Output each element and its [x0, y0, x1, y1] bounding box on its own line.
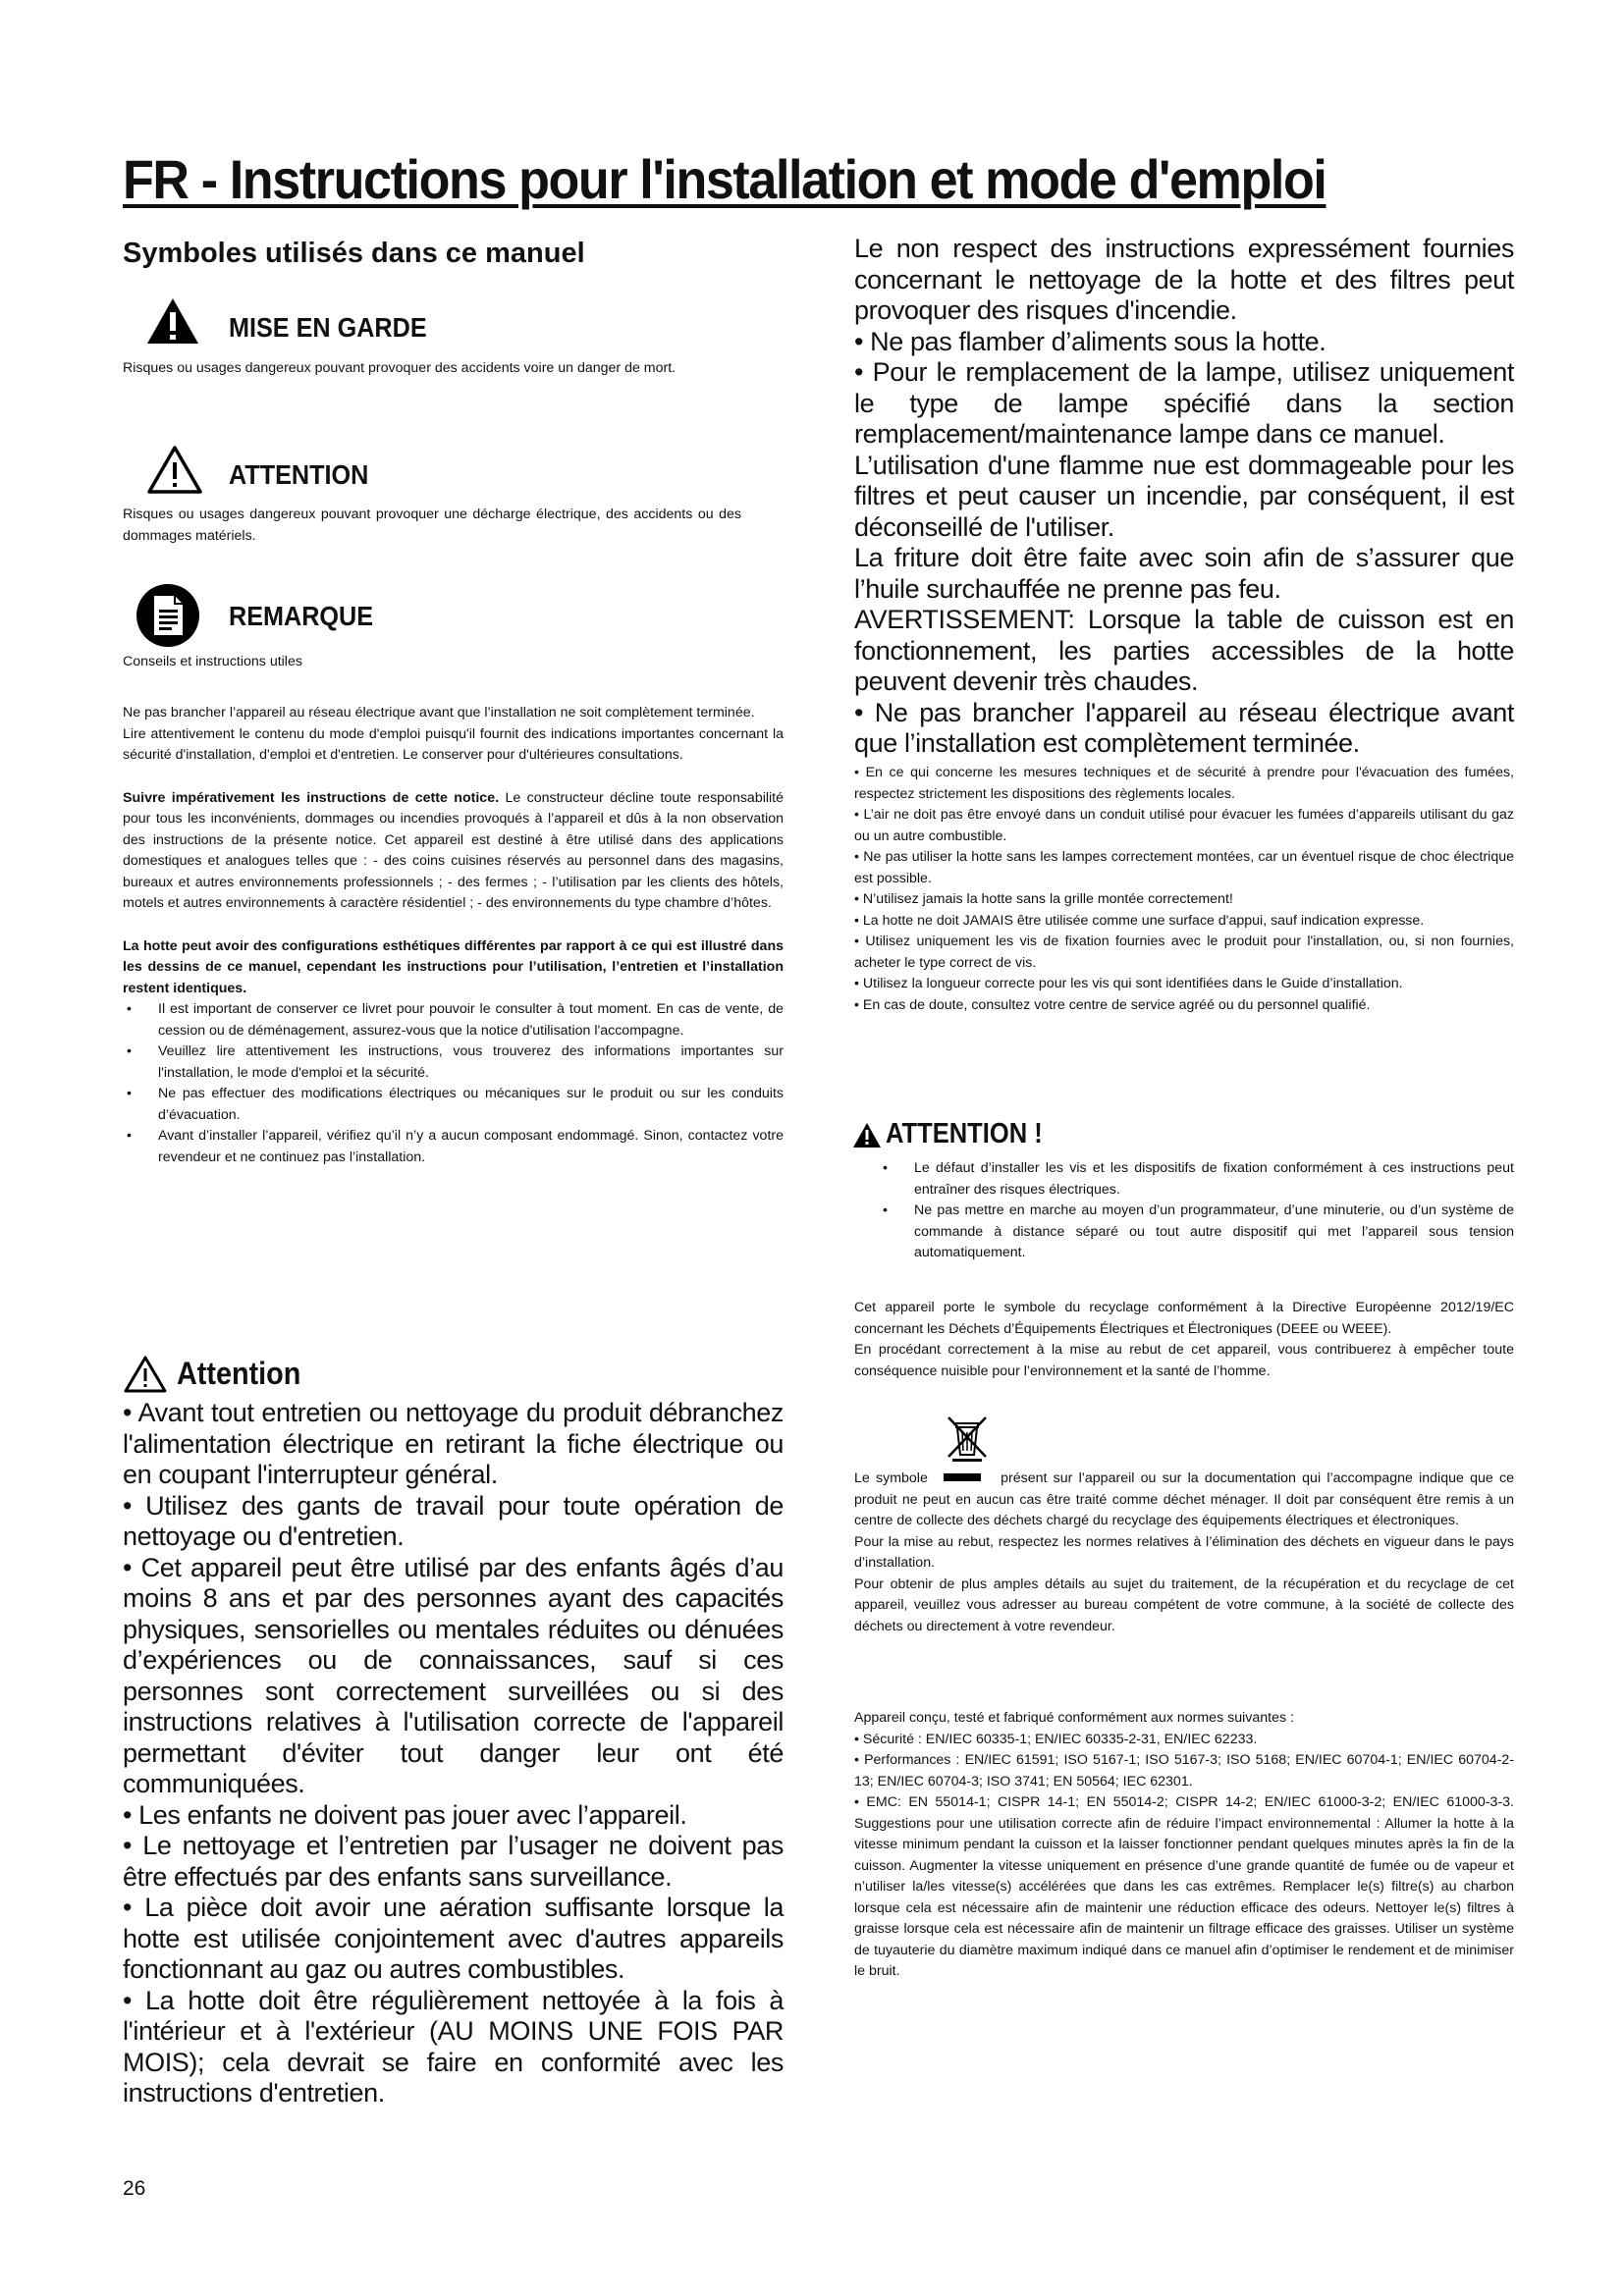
intro-paragraph-1: Ne pas brancher l’appareil au réseau électrique avant que l’installation ne soit complètement terminée.: [123, 705, 755, 721]
note-document-icon: [135, 583, 200, 648]
symbols-section-title: Symboles utilisés dans ce manuel: [123, 238, 585, 269]
left-body: [123, 703, 784, 1168]
page-number: 26: [123, 2177, 146, 2200]
crossed-bin-icon: [945, 1414, 990, 1463]
right-small-item: • Utilisez la longueur correcte pour les vis qui sont identifiées dans le Guide d’installation.: [854, 976, 1403, 991]
right-small-item: • N’utilisez jamais la hotte sans la grille montée correctement!: [854, 891, 1233, 907]
left-bullet-list: [123, 999, 784, 1168]
list-item: • Ne pas effectuer des modifications électriques ou mécaniques sur le produit ou sur les conduits d’évacuation.: [123, 1084, 784, 1126]
right-small-item: • La hotte ne doit JAMAIS être utilisée comme une surface d'appui, sauf indication expresse.: [854, 912, 1425, 929]
list-item: • Ne pas mettre en marche au moyen d’un programmateur, d’une minuterie, ou d’un système de commande à distance séparé ou tout autre dispositif qui met l’appareil sous tension automatiquement.: [879, 1201, 1514, 1264]
right-small-item: • En ce qui concerne les mesures techniques et de sécurité à prendre pour l'évacuation des fumées, respectez strictement les dispositions des règlements locales.: [854, 765, 1514, 802]
note-text: Conseils et instructions utiles: [123, 654, 302, 669]
attention-filled-icon: [852, 1122, 882, 1148]
attention-item: • La hotte doit être régulièrement nettoyée à la fois à l'intérieur et à l'extérieur (AU MOINS UNE FOIS PAR MOIS); cela devrait se faire en conformité avec les instructions d'entretien.: [123, 1985, 784, 2108]
right-big-item: La friture doit être faite avec soin afin de s’assurer que l’huile surchauffée ne prenne pas feu.: [854, 543, 1514, 604]
caution-heading: ATTENTION: [229, 459, 369, 490]
list-item: • Le défaut d’installer les vis et les dispositifs de fixation conformément à ces instructions peut entraîner des risques électriques.: [879, 1158, 1514, 1201]
note-heading: REMARQUE: [229, 601, 374, 631]
symbol-text: [854, 1468, 1514, 1637]
attention-heading: Attention: [177, 1356, 301, 1391]
symbol-rest: présent sur l’appareil ou sur la documentation qui l’accompagne indique que ce produit ne peut en aucun cas être traité comme déchet ménager. Il doit par conséquent être remis à un centre de collecte des déchets chargé du recyclage des équipements électriques et électroniques.: [854, 1470, 1514, 1528]
recycle-text: [854, 1298, 1514, 1382]
attention-item: • Le nettoyage et l’entretien par l’usager ne doivent pas être effectués par des enfants sans surveillance.: [123, 1831, 784, 1892]
left-attention-list: [123, 1398, 784, 2109]
right-small-item: • Ne pas utiliser la hotte sans les lampes correctement montées, car un éventuel risque de choc électrique est possible.: [854, 849, 1514, 886]
list-item: • Avant d’installer l’appareil, vérifiez qu’il n’y a aucun composant endommagé. Sinon, contactez votre revendeur et ne continuez pas l’installation.: [123, 1126, 784, 1168]
warning-outline-icon: [145, 444, 204, 495]
disposal-paragraph: Pour la mise au rebut, respectez les normes relatives à l’élimination des déchets en vigueur dans le pays d’installation.: [854, 1533, 1514, 1571]
black-bar-symbol: [944, 1473, 981, 1481]
attention-item: • Avant tout entretien ou nettoyage du produit débranchez l'alimentation électrique en retirant la fiche électrique ou en coupant l'interrupteur général.: [123, 1398, 784, 1489]
warning-text: Risques ou usages dangereux pouvant provoquer des accidents voire un danger de mort.: [123, 360, 677, 376]
right-attention-heading: ATTENTION !: [886, 1118, 1043, 1149]
info-paragraph: Pour obtenir de plus amples détails au sujet du traitement, de la récupération et du recyclage de cet appareil, veuillez vous adresser au bureau compétent de votre commune, à la société de collecte des déchets ou directement à votre revendeur.: [854, 1575, 1514, 1634]
right-big-item: Le non respect des instructions expressément fournies concernant le nettoyage de la hotte et des filtres peut provoquer des risques d'incendie.: [854, 234, 1514, 325]
page-title: FR - Instructions pour l'installation et mode d'emploi: [123, 148, 1326, 210]
norm-item: • Sécurité : EN/IEC 60335-1; EN/IEC 60335-2-31, EN/IEC 62233.: [854, 1731, 1258, 1747]
right-small-item: • En cas de doute, consultez votre centre de service agréé ou du personnel qualifié.: [854, 996, 1371, 1013]
caution-text: Risques ou usages dangereux pouvant provoquer une décharge électrique, des accidents ou des dommages matériels.: [123, 507, 741, 544]
right-big-item: • Ne pas brancher l'appareil au réseau électrique avant que l’installation est complètement terminée.: [854, 697, 1514, 758]
symbol-paragraph: [854, 1468, 1514, 1532]
norms-text: [854, 1708, 1514, 1983]
attention-item: • Utilisez des gants de travail pour toute opération de nettoyage ou d'entretien.: [123, 1490, 784, 1551]
right-big-list: [854, 234, 1514, 760]
right-big-item: • Ne pas flamber d’aliments sous la hotte.: [854, 326, 1326, 356]
right-attention-list: [879, 1158, 1514, 1264]
right-big-item: AVERTISSEMENT: Lorsque la table de cuisson est en fonctionnement, les parties accessibles de la hotte peuvent devenir très chaudes.: [854, 605, 1514, 696]
symbol-lead: Le symbole: [854, 1470, 928, 1486]
warning-filled-icon: [145, 296, 200, 346]
right-small-item: • L’air ne doit pas être envoyé dans un conduit utilisé pour évacuer les fumées d’appareils utilisant du gaz ou un autre combustible.: [854, 807, 1514, 844]
right-big-item: • Pour le remplacement de la lampe, utilisez uniquement le type de lampe spécifié dans la section remplacement/maintenance lampe dans ce manuel.: [854, 357, 1514, 449]
attention-item: • La pièce doit avoir une aération suffisante lorsque la hotte est utilisée conjointement avec d'autres appareils fonctionnant au gaz ou autres combustibles.: [123, 1893, 784, 1984]
recycle-paragraph-1: Cet appareil porte le symbole du recyclage conformément à la Directive Européenne 2012/19/EC concernant les Déchets d’Équipements Électriques et Électroniques (DEEE ou WEEE).: [854, 1300, 1514, 1337]
config-paragraph: La hotte peut avoir des configurations esthétiques différentes par rapport à ce qui est illustré dans les dessins de ce manuel, cependant les instructions pour l’utilisation, l’entretien et l’installation restent identiques.: [123, 937, 784, 996]
norm-item: • EMC: EN 55014-1; CISPR 14-1; EN 55014-2; CISPR 14-2; EN/IEC 61000-3-2; EN/IEC 61000-3-3. Suggestions pour une utilisation correcte afin de réduire l’impact environnemental : Allumer la hotte à la vitesse minimum pendant la cuisson et la laisser fonctionner pendant quelques minutes après la fin de la cuisson. Augmenter la vitesse uniquement en présence d’une grande quantité de fumée ou de vapeur et n’utiliser la/les vitesse(s) accélérées que dans les cas extrêmes. Remplacer le(s) filtre(s) au charbon lorsque cela est nécessaire afin de maintenir une réduction efficace des odeurs. Nettoyer le(s) filtres à graisse lorsque cela est nécessaire afin de maintenir un filtrage efficace des graisses. Utiliser un système de tuyauterie du diamètre maximum indiqué dans ce manuel afin d’optimiser le rendement et de minimiser le bruit.: [854, 1794, 1514, 1979]
list-item: • Il est important de conserver ce livret pour pouvoir le consulter à tout moment. En cas de vente, de cession ou de déménagement, assurez-vous que la notice d'utilisation l'accompagne.: [123, 999, 784, 1041]
notice-rest: Le constructeur décline toute responsabilité pour tous les inconvénients, dommages ou incendies provoqués à l’appareil et dûs à la non observation des instructions de la présente notice. Cet appareil est destiné à être utilisé dans des applications domestiques et analogues telles que : - des coins cuisines réservés au personnel dans des magasins, bureaux et autres environnements professionnels ; - des fermes ; - l’utilisation par les clients des hôtels, motels et autres environnements à caractère résidentiel ; - des environnements du type chambre d’hôtes.: [123, 789, 784, 911]
right-big-item: L’utilisation d'une flamme nue est dommageable pour les filtres et peut causer un incendie, par conséquent, il est déconseillé de l'utiliser.: [854, 450, 1514, 542]
right-small-list: [854, 763, 1514, 1016]
attention-item: • Cet appareil peut être utilisé par des enfants âgés d’au moins 8 ans et par des personnes ayant des capacités physiques, sensorielles ou mentales réduites ou dénuées d’expériences ou de connaissances, sauf si ces personnes sont correctement surveillées ou si des instructions relatives à l'utilisation correcte de l'appareil permettant d'éviter tout danger leur ont été communiquées.: [123, 1552, 784, 1798]
norm-item: • Performances : EN/IEC 61591; ISO 5167-1; ISO 5167-3; ISO 5168; EN/IEC 60704-1; EN/IEC 60704-2-13; EN/IEC 60704-3; ISO 3741; EN 50564; IEC 62301.: [854, 1752, 1514, 1789]
norms-intro: Appareil conçu, testé et fabriqué conformément aux normes suivantes :: [854, 1710, 1294, 1726]
attention-outline-icon: [123, 1355, 168, 1394]
list-item: • Veuillez lire attentivement les instructions, vous trouverez des informations importantes sur l'installation, le mode d'emploi et la sécurité.: [123, 1041, 784, 1084]
warning-heading: MISE EN GARDE: [229, 312, 427, 343]
notice-bold: Suivre impérativement les instructions de cette notice.: [123, 789, 500, 806]
notice-paragraph: [123, 788, 784, 915]
intro-paragraph-2: Lire attentivement le contenu du mode d'emploi puisqu'il fournit des indications importantes concernant la sécurité d'installation, d'emploi et d'entretien. Le conserver pour d'ultérieures consultations.: [123, 725, 784, 763]
right-small-item: • Utilisez uniquement les vis de fixation fournies avec le produit pour l'installation, ou, si non fournies, acheter le type correct de vis.: [854, 934, 1514, 971]
attention-item: • Les enfants ne doivent pas jouer avec l’appareil.: [123, 1799, 687, 1830]
recycle-paragraph-2: En procédant correctement à la mise au rebut de cet appareil, vous contribuerez à empêcher toute conséquence nuisible pour l’environnement et la santé de l’homme.: [854, 1342, 1514, 1379]
